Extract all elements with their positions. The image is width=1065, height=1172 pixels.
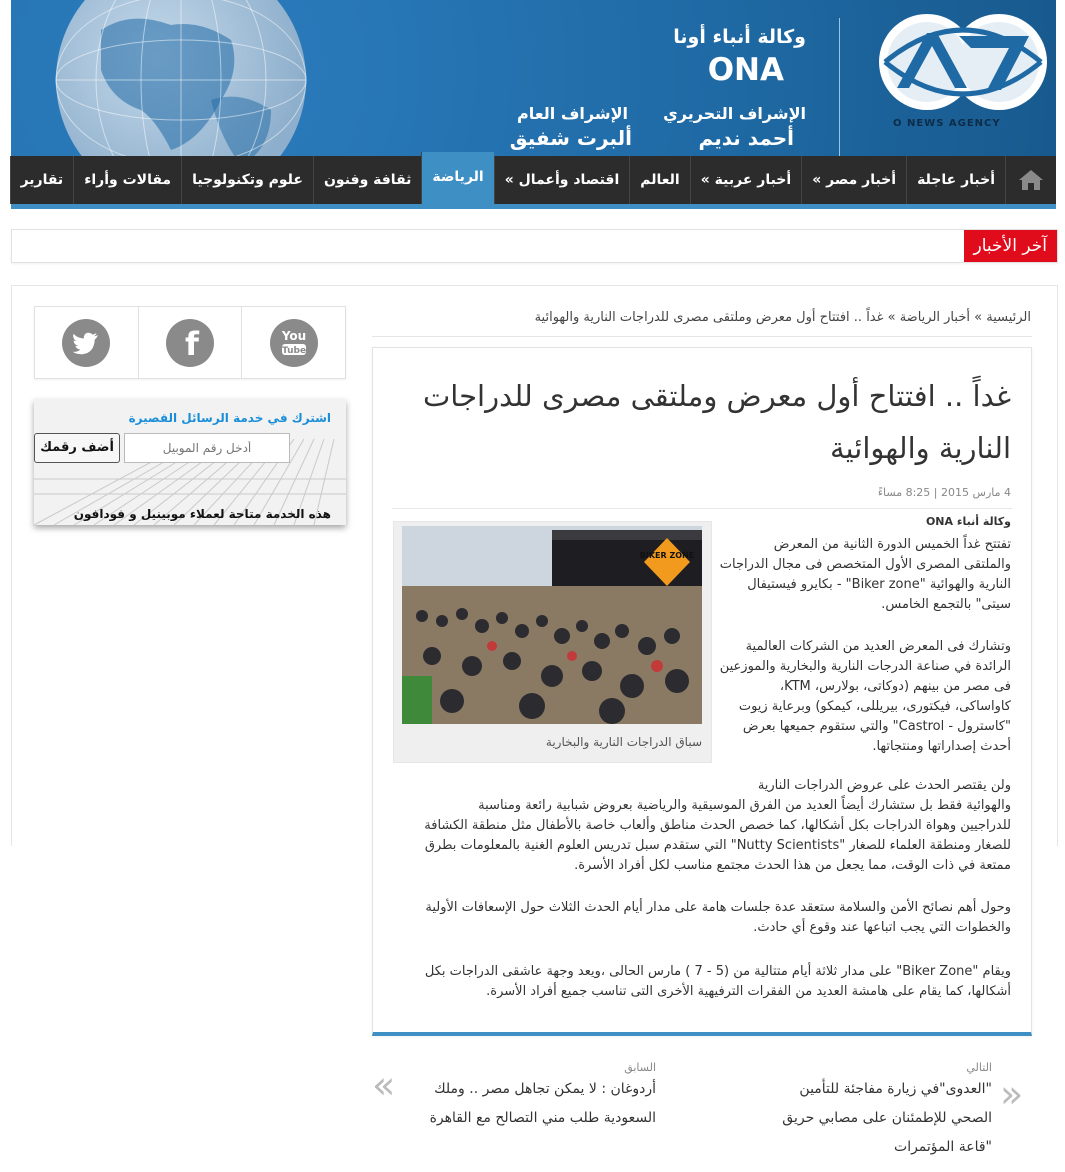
- article-source: وكالة أنباء ONA: [925, 515, 1011, 528]
- next-post-title-line[interactable]: "العدوى"في زيارة مفاجئة للتأمين: [799, 1081, 992, 1097]
- header-divider: [839, 18, 840, 158]
- paragraph-line: "كاسترول - Castrol" والتي ستقوم جميعها بعرض: [742, 719, 1011, 734]
- breadcrumb-separator: »: [974, 310, 983, 325]
- logo-tagline: O NEWS AGENCY: [893, 118, 1001, 129]
- article-paragraph-2: [720, 637, 1011, 757]
- nav-item-economy[interactable]: اقتصاد وأعمال »: [494, 156, 630, 204]
- social-links: [34, 306, 346, 379]
- breadcrumb-divider: [372, 336, 1032, 337]
- photo-caption: سباق الدراجات النارية والبخارية: [545, 735, 702, 749]
- paragraph-line: ممتعة في ذات الوقت، مما يجعل من هذا الحدث مجتمع مناسب لكل أفراد الأسرة.: [574, 858, 1011, 873]
- agency-name-arabic: وكالة أنباء أونا: [673, 26, 806, 48]
- paragraph-line: والخطوات التي يجب اتباعها عند وقوع أي حادث.: [753, 920, 1011, 935]
- paragraph-line: والهوائية فقط بل ستشارك أيضاً العديد من الفرق الموسيقية والرياضية بعروض شبابية رائعة ومناسبة: [478, 798, 1011, 813]
- breadcrumb-home[interactable]: الرئيسية: [986, 310, 1031, 325]
- paragraph-line: للصغار ومنطقة العلماء للصغار "Nutty Scientists" التي ستقدم سبل تدريس العلوم الغنية بالمعلومات بطرق: [424, 838, 1011, 853]
- general-supervisor-name: ألبرت شفيق: [509, 126, 632, 150]
- article-time: 8:25 مساءً: [877, 486, 931, 499]
- paragraph-line: وحول أهم نصائح الأمن والسلامة ستعقد عدة جلسات هامة على مدار أيام الحدث الثلاث حول الإسعافات الأولية: [425, 900, 1011, 915]
- article-paragraph-4: [425, 898, 1011, 938]
- nav-menu: [10, 156, 1056, 204]
- next-post-link[interactable]: [782, 1075, 992, 1162]
- youtube-glyph-1: You: [281, 328, 306, 343]
- twitter-link[interactable]: [35, 307, 138, 378]
- meta-divider: [392, 508, 1012, 509]
- paragraph-line: وتشارك فى المعرض العديد من الشركات العالمية: [745, 639, 1011, 654]
- nav-item-arab-news[interactable]: أخبار عربية »: [690, 156, 801, 204]
- article-title-line: النارية والهوائية: [830, 431, 1011, 465]
- article-photo[interactable]: [402, 526, 772, 724]
- paragraph-line: سيتى" بالتجمع الخامس.: [881, 597, 1011, 612]
- meta-separator: |: [933, 486, 938, 499]
- general-supervision-label: الإشراف العام: [517, 104, 628, 123]
- article-paragraph-1: [720, 535, 1011, 615]
- paragraph-line: ولن يقتصر الحدث على عروض الدراجات النارية: [757, 778, 1011, 793]
- previous-post-title-line[interactable]: السعودية طلب مني التصالح مع القاهرة: [429, 1110, 656, 1126]
- nav-item-culture[interactable]: ثقافة وفنون: [313, 156, 421, 204]
- paragraph-line: كاواساكى، فيكتورى، بيريللى، كيمكو) وبرعاية زيوت: [738, 699, 1011, 714]
- news-ticker: [11, 229, 1058, 263]
- article-paragraph-3: [424, 776, 1011, 876]
- youtube-link[interactable]: [241, 307, 345, 378]
- nav-item-world[interactable]: العالم: [629, 156, 689, 204]
- nav-item-reports[interactable]: تقارير: [10, 156, 74, 204]
- photo-banner-text: BIKER ZONE: [639, 551, 695, 560]
- next-post-label: التالي: [966, 1061, 992, 1074]
- breadcrumb-current: غداً .. افتتاح أول معرض وملتقى مصرى للدراجات النارية والهوائية: [534, 310, 884, 325]
- nav-item-sports[interactable]: الرياضة: [421, 152, 493, 204]
- paragraph-line: أحدث إصداراتها ومنتجاتها.: [872, 739, 1011, 754]
- previous-arrow-icon[interactable]: «: [372, 1063, 396, 1107]
- ona-logo-icon: [875, 8, 1051, 118]
- next-arrow-icon[interactable]: »: [1000, 1072, 1024, 1116]
- paragraph-line: ويقام "Biker Zone" على مدار ثلاثة أيام متتالية من (5 - 7 ) مارس الحالى ،ويعد وجهة عاشقى الدراجات بكل: [424, 964, 1011, 979]
- nav-item-science-tech[interactable]: علوم وتكنولوجيا: [181, 156, 313, 204]
- paragraph-line: تفتتح غداً الخميس الدورة الثانية من المعرض: [773, 537, 1011, 552]
- main-navigation: [11, 156, 1056, 209]
- photo-watermark: Free-fire: [722, 677, 772, 691]
- paragraph-line: للدراجيين وهواة الدراجات بكل أشكالها، كما خصص الحدث مناطق وألعاب خاصة بالأطفال مثل منطقة الكشافة: [424, 818, 1011, 833]
- home-icon: [1018, 169, 1044, 191]
- nav-item-egypt-news[interactable]: أخبار مصر »: [801, 156, 906, 204]
- twitter-icon: [62, 319, 110, 367]
- next-post-title-line[interactable]: الصحي للإطمئنان على مصابي حريق: [782, 1110, 992, 1126]
- nav-item-breaking-news[interactable]: أخبار عاجلة: [906, 156, 1005, 204]
- paragraph-line: النارية والهوائية "Biker zone" - بكايرو فيستيفال: [747, 577, 1011, 592]
- agency-name-english: ONA: [707, 52, 784, 88]
- previous-post-label: السابق: [624, 1061, 656, 1074]
- breadcrumb-separator: »: [887, 310, 896, 325]
- sms-title: اشترك في خدمة الرسائل القصيرة: [128, 411, 331, 425]
- sms-service-note: هذه الخدمة متاحة لعملاء موبينيل و فودافون: [73, 507, 331, 521]
- add-number-button[interactable]: أضف رقمك: [34, 433, 120, 463]
- nav-home[interactable]: [1005, 156, 1056, 204]
- paragraph-line: الرائدة في صناعة الدرجات النارية والبخارية والموزعين: [719, 659, 1011, 674]
- next-post-title-line[interactable]: "قاعة المؤتمرات: [894, 1139, 992, 1155]
- article-date: 4 مارس 2015: [941, 486, 1011, 499]
- article-title: [411, 370, 1011, 474]
- breadcrumb: [535, 310, 1031, 325]
- previous-post-link[interactable]: [430, 1075, 656, 1133]
- article-paragraph-5: [425, 962, 1011, 1002]
- sms-subscribe-widget: [34, 399, 346, 525]
- youtube-glyph-2: Tube: [281, 345, 306, 356]
- nav-item-opinions[interactable]: مقالات وأراء: [73, 156, 181, 204]
- ona-logo[interactable]: [875, 8, 1051, 128]
- article-title-line: غداً .. افتتاح أول معرض وملتقى مصرى للدراجات: [422, 379, 1011, 413]
- facebook-icon: [166, 319, 214, 367]
- breadcrumb-section[interactable]: أخبار الرياضة: [899, 310, 970, 325]
- editorial-supervisor-name: أحمد نديم: [698, 126, 794, 150]
- youtube-icon: [270, 319, 318, 367]
- site-header: [11, 0, 1056, 156]
- ticker-label: آخر الأخبار: [964, 230, 1057, 262]
- editorial-supervision-label: الإشراف التحريري: [663, 104, 806, 123]
- article-meta: [878, 486, 1011, 499]
- previous-post-title-line[interactable]: أردوغان : لا يمكن تجاهل مصر .. وملك: [434, 1081, 656, 1097]
- mobile-number-input[interactable]: [124, 433, 290, 463]
- paragraph-line: أشكالها، كما يقام على هامشة العديد من الفقرات الترفيهية الأخرى التى تناسب جميع أفراد الأسرة.: [486, 984, 1011, 999]
- facebook-link[interactable]: [138, 307, 242, 378]
- paragraph-line: والملتقى المصرى الأول المتخصص فى مجال الدراجات: [719, 557, 1011, 572]
- facebook-glyph: f: [185, 324, 199, 363]
- paragraph-line: فى مصر من بينهم (دوكاتى، بولارس، KTM،: [779, 679, 1011, 694]
